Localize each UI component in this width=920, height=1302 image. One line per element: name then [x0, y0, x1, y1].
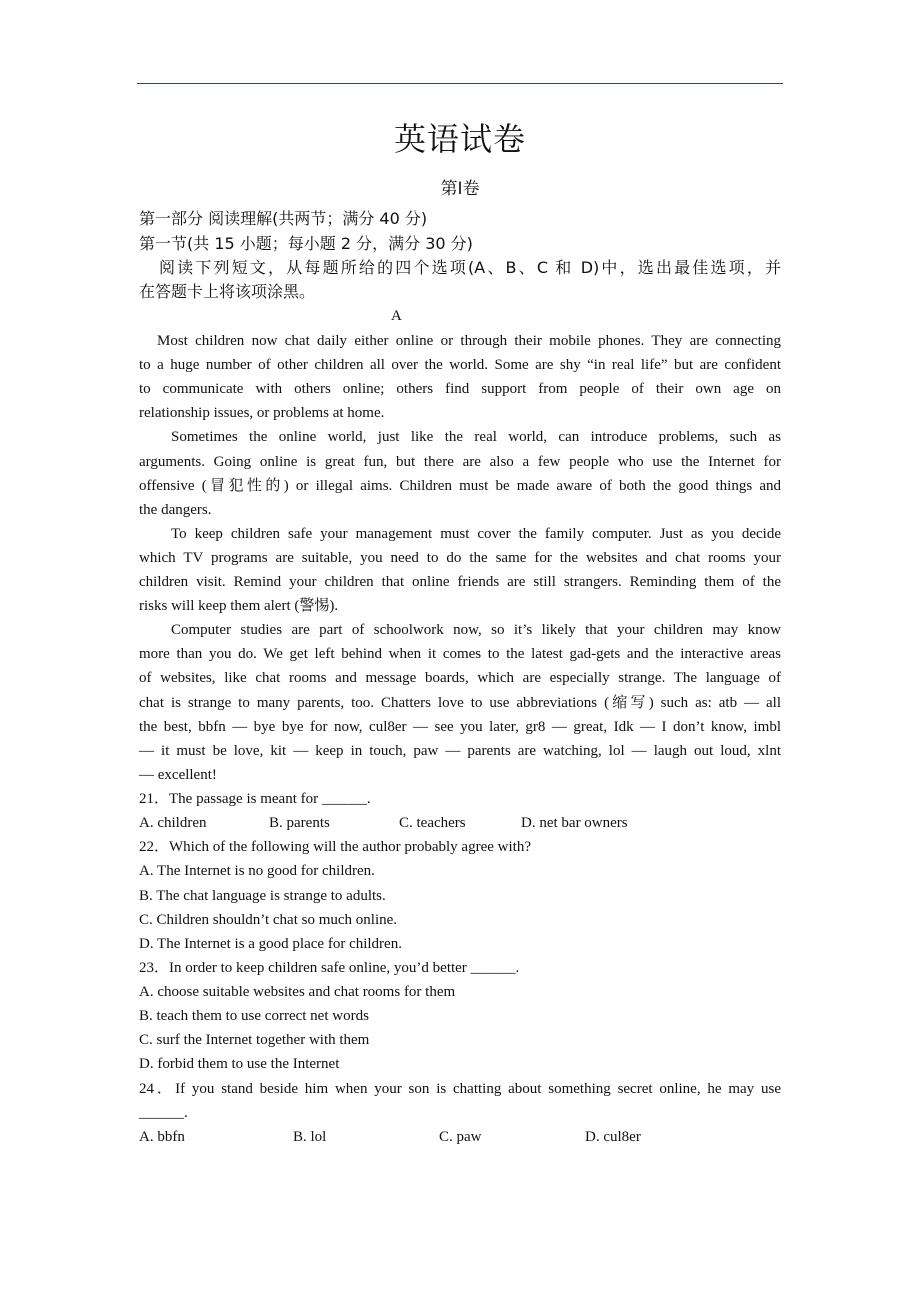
passage-line: To keep children safe your management must cover the family computer. Just as you decide	[171, 525, 781, 542]
passage-line: the best, bbfn — bye bye for now, cul8er — see you later, gr8 — great, Idk — I don’t know, imbl	[139, 718, 781, 735]
passage-line: arguments. Going online is great fun, but there are also a few people who use the Internet for	[139, 453, 781, 470]
passage-line: Sometimes the online world, just like the real world, can introduce problems, such as	[171, 429, 781, 446]
passage-line: offensive (冒犯性的) or illegal aims. Children must be made aware of both the good things and	[139, 477, 781, 494]
option: A. bbfn	[139, 1129, 185, 1145]
option: C. paw	[439, 1129, 482, 1145]
passage-line: relationship issues, or problems at home.	[139, 405, 385, 422]
option: A. children	[139, 815, 207, 831]
passage-line: which TV programs are suitable, you need to do the same for the websites and chat rooms your	[139, 549, 781, 566]
option: D. net bar owners	[521, 815, 628, 831]
passage-line: — it must be love, kit — keep in touch, paw — parents are watching, lol — laugh out loud, xlnt	[139, 742, 781, 759]
question-22: 22．Which of the following will the author probably agree with?	[139, 839, 531, 855]
passage-label: A	[391, 308, 402, 324]
passage-line: risks will keep them alert (警惕).	[139, 598, 339, 615]
volume-heading: 第Ⅰ卷	[440, 179, 480, 199]
question-24: 24．If you stand beside him when your son is chatting about something secret online, he may use	[139, 1081, 781, 1097]
option: D. cul8er	[585, 1129, 641, 1145]
option: C. Children shouldn’t chat so much online.	[139, 912, 398, 928]
option: D. The Internet is a good place for children.	[139, 936, 402, 952]
header-rule	[137, 83, 783, 84]
section-heading: 第一节(共 15 小题；每小题 2 分，满分 30 分)	[139, 234, 473, 253]
question-21: 21．The passage is meant for ______.	[139, 791, 371, 807]
passage-line: of websites, like chat rooms and message boards, which are especially strange. The language of	[139, 670, 781, 687]
instructions-line: 阅读下列短文，从每题所给的四个选项(A、B、C 和 D)中，选出最佳选项，并	[159, 258, 781, 277]
question-24-cont: ______.	[139, 1105, 188, 1121]
exam-title: 英语试卷	[393, 120, 526, 158]
option: C. surf the Internet together with them	[139, 1032, 370, 1048]
option: A. choose suitable websites and chat rooms for them	[139, 984, 456, 1000]
passage-line: chat is strange to many parents, too. Chatters love to use abbreviations (缩写) such as: atb — all	[139, 694, 781, 711]
passage-line: — excellent!	[139, 766, 217, 783]
option: B. teach them to use correct net words	[139, 1008, 369, 1024]
question-23: 23．In order to keep children safe online, you’d better ______.	[139, 960, 520, 976]
option: D. forbid them to use the Internet	[139, 1056, 340, 1072]
passage-line: Most children now chat daily either online or through their mobile phones. They are connecting	[157, 333, 781, 349]
part-heading: 第一部分 阅读理解(共两节；满分 40 分)	[139, 209, 428, 228]
option: A. The Internet is no good for children.	[139, 863, 375, 879]
option: B. The chat language is strange to adults.	[139, 888, 386, 904]
option: B. parents	[269, 815, 330, 831]
passage-line: Computer studies are part of schoolwork now, so it’s likely that your children may know	[171, 622, 781, 639]
passage-line: children visit. Remind your children that online friends are still strangers. Reminding them of the	[139, 574, 781, 590]
passage-line: to communicate with others online; others find support from people of their own age on	[139, 381, 781, 398]
passage-line: to a huge number of other children all over the world. Some are shy “in real life” but are confident	[139, 357, 781, 374]
passage-line: more than you do. We get left behind when it comes to the latest gad-gets and the interactive areas	[139, 646, 781, 663]
option: C. teachers	[399, 815, 466, 831]
passage-line: the dangers.	[139, 501, 212, 518]
instructions-line: 在答题卡上将该项涂黑。	[139, 282, 316, 301]
option: B. lol	[293, 1129, 327, 1145]
